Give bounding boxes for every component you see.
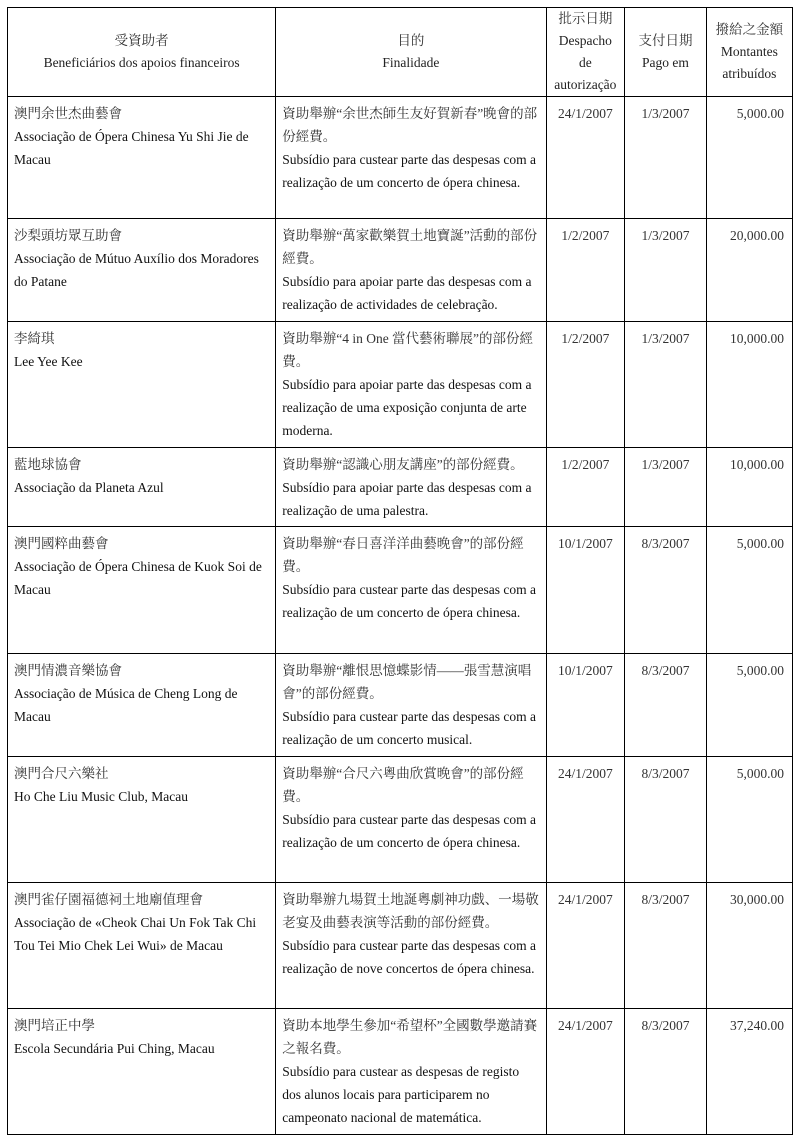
purpose-pt: Subsídio para custear parte das despesas com a realização de nove concertos de ópera chinesa. xyxy=(282,938,536,976)
purpose-zh: 資助舉辦“4 in One 當代藝術聯展”的部份經費。 xyxy=(282,331,534,369)
beneficiary-name-zh: 藍地球協會 xyxy=(14,457,82,472)
purpose-cell xyxy=(276,448,546,527)
beneficiary-cell xyxy=(8,322,276,448)
beneficiary-name-pt: Associação de Mútuo Auxílio dos Moradores do Patane xyxy=(14,251,259,289)
amount: 10,000.00 xyxy=(706,448,792,527)
approval-date: 1/2/2007 xyxy=(546,448,625,527)
purpose-pt: Subsídio para custear parte das despesas com a realização de um concerto de ópera chinesa. xyxy=(282,812,536,850)
amount: 5,000.00 xyxy=(706,757,792,883)
beneficiary-name-zh: 澳門國粹曲藝會 xyxy=(14,536,109,551)
beneficiary-name-pt: Ho Che Liu Music Club, Macau xyxy=(14,789,188,804)
beneficiary-name-zh: 李綺琪 xyxy=(14,331,55,346)
beneficiary-cell xyxy=(8,883,276,1009)
beneficiary-name-zh: 澳門雀仔園福德祠土地廟值理會 xyxy=(14,892,203,907)
header-zh: 撥給之金額 xyxy=(715,22,784,37)
approval-date: 1/2/2007 xyxy=(546,322,625,448)
beneficiary-cell xyxy=(8,654,276,757)
beneficiary-name-pt: Associação de «Cheok Chai Un Fok Tak Chi Tou Tei Mio Chek Lei Wui» de Macau xyxy=(14,915,257,953)
beneficiary-cell xyxy=(8,527,276,654)
beneficiary-cell xyxy=(8,448,276,527)
header-approval-date xyxy=(546,8,625,97)
purpose-zh: 資助舉辦九場賀土地誕粵劇神功戲、一場敬老宴及曲藝表演等活動的部份經費。 xyxy=(282,892,539,930)
header-payment-date xyxy=(625,8,707,97)
purpose-cell xyxy=(276,322,546,448)
table-row xyxy=(8,527,793,654)
beneficiary-name-pt: Associação de Ópera Chinesa Yu Shi Jie de Macau xyxy=(14,129,249,167)
header-pt: Finalidade xyxy=(382,55,440,70)
header-amount xyxy=(706,8,792,97)
table-header-row xyxy=(8,8,793,97)
beneficiary-name-zh: 澳門合尺六樂社 xyxy=(14,766,109,781)
amount: 5,000.00 xyxy=(706,654,792,757)
payment-date: 8/3/2007 xyxy=(625,1009,707,1135)
purpose-zh: 資助舉辦“合尺六粵曲欣賞晚會”的部份經費。 xyxy=(282,766,524,804)
amount: 10,000.00 xyxy=(706,322,792,448)
purpose-pt: Subsídio para apoiar parte das despesas com a realização de uma palestra. xyxy=(282,480,532,518)
header-pt: Beneficiários dos apoios financeiros xyxy=(43,55,240,70)
header-pt: Pago em xyxy=(642,55,689,70)
beneficiary-name-pt: Associação da Planeta Azul xyxy=(14,480,164,495)
amount: 5,000.00 xyxy=(706,97,792,219)
payment-date: 8/3/2007 xyxy=(625,654,707,757)
beneficiary-name-zh: 沙梨頭坊眾互助會 xyxy=(14,228,122,243)
table-row xyxy=(8,322,793,448)
purpose-pt: Subsídio para custear as despesas de registo dos alunos locais para participarem no campeonato nacional de matemática. xyxy=(282,1064,520,1125)
header-purpose xyxy=(276,8,546,97)
table-row xyxy=(8,1009,793,1135)
purpose-cell xyxy=(276,757,546,883)
beneficiary-name-pt: Lee Yee Kee xyxy=(14,354,83,369)
beneficiary-cell xyxy=(8,1009,276,1135)
header-beneficiary xyxy=(8,8,276,97)
table-row xyxy=(8,757,793,883)
table-row xyxy=(8,448,793,527)
purpose-zh: 資助舉辦“萬家歡樂賀土地寶誕”活動的部份經費。 xyxy=(282,228,538,266)
amount: 30,000.00 xyxy=(706,883,792,1009)
purpose-cell xyxy=(276,883,546,1009)
purpose-cell xyxy=(276,219,546,322)
table-row xyxy=(8,97,793,219)
header-pt: Montantes atribuídos xyxy=(720,44,778,81)
table-row xyxy=(8,219,793,322)
purpose-pt: Subsídio para custear parte das despesas com a realização de um concerto de ópera chinesa. xyxy=(282,582,536,620)
purpose-cell xyxy=(276,97,546,219)
payment-date: 1/3/2007 xyxy=(625,219,707,322)
beneficiary-name-pt: Associação de Ópera Chinesa de Kuok Soi de Macau xyxy=(14,559,262,597)
purpose-zh: 資助本地學生參加“希望杯”全國數學邀請賽之報名費。 xyxy=(282,1018,538,1056)
beneficiary-name-zh: 澳門情濃音樂協會 xyxy=(14,663,122,678)
purpose-pt: Subsídio para apoiar parte das despesas com a realização de uma exposição conjunta de arte moderna. xyxy=(282,377,532,438)
purpose-cell xyxy=(276,1009,546,1135)
beneficiary-cell xyxy=(8,757,276,883)
payment-date: 8/3/2007 xyxy=(625,757,707,883)
purpose-cell xyxy=(276,527,546,654)
approval-date: 24/1/2007 xyxy=(546,1009,625,1135)
subsidy-table xyxy=(7,7,793,1135)
beneficiary-cell xyxy=(8,97,276,219)
purpose-zh: 資助舉辦“余世杰師生友好賀新春”晚會的部份經費。 xyxy=(282,106,538,144)
beneficiary-name-zh: 澳門余世杰曲藝會 xyxy=(14,106,122,121)
payment-date: 8/3/2007 xyxy=(625,527,707,654)
purpose-pt: Subsídio para apoiar parte das despesas com a realização de actividades de celebração. xyxy=(282,274,532,312)
beneficiary-name-pt: Escola Secundária Pui Ching, Macau xyxy=(14,1041,215,1056)
beneficiary-cell xyxy=(8,219,276,322)
purpose-zh: 資助舉辦“離恨思憶蝶影情——張雪慧演唱會”的部份經費。 xyxy=(282,663,532,701)
approval-date: 24/1/2007 xyxy=(546,883,625,1009)
amount: 20,000.00 xyxy=(706,219,792,322)
amount: 5,000.00 xyxy=(706,527,792,654)
payment-date: 1/3/2007 xyxy=(625,322,707,448)
purpose-zh: 資助舉辦“春日喜洋洋曲藝晚會”的部份經費。 xyxy=(282,536,524,574)
table-row xyxy=(8,883,793,1009)
table-row xyxy=(8,654,793,757)
header-pt: Despacho de autorização xyxy=(554,33,617,92)
header-zh: 批示日期 xyxy=(558,11,613,26)
purpose-cell xyxy=(276,654,546,757)
approval-date: 10/1/2007 xyxy=(546,527,625,654)
approval-date: 24/1/2007 xyxy=(546,757,625,883)
purpose-pt: Subsídio para custear parte das despesas com a realização de um concerto de ópera chinesa. xyxy=(282,152,536,190)
header-zh: 支付日期 xyxy=(638,33,693,48)
payment-date: 1/3/2007 xyxy=(625,448,707,527)
beneficiary-name-zh: 澳門培正中學 xyxy=(14,1018,95,1033)
header-zh: 目的 xyxy=(397,33,425,48)
approval-date: 1/2/2007 xyxy=(546,219,625,322)
beneficiary-name-pt: Associação de Música de Cheng Long de Macau xyxy=(14,686,238,724)
approval-date: 10/1/2007 xyxy=(546,654,625,757)
amount: 37,240.00 xyxy=(706,1009,792,1135)
payment-date: 1/3/2007 xyxy=(625,97,707,219)
payment-date: 8/3/2007 xyxy=(625,883,707,1009)
header-zh: 受資助者 xyxy=(114,33,169,48)
approval-date: 24/1/2007 xyxy=(546,97,625,219)
purpose-zh: 資助舉辦“認識心朋友講座”的部份經費。 xyxy=(282,457,524,472)
purpose-pt: Subsídio para custear parte das despesas com a realização de um concerto musical. xyxy=(282,709,536,747)
